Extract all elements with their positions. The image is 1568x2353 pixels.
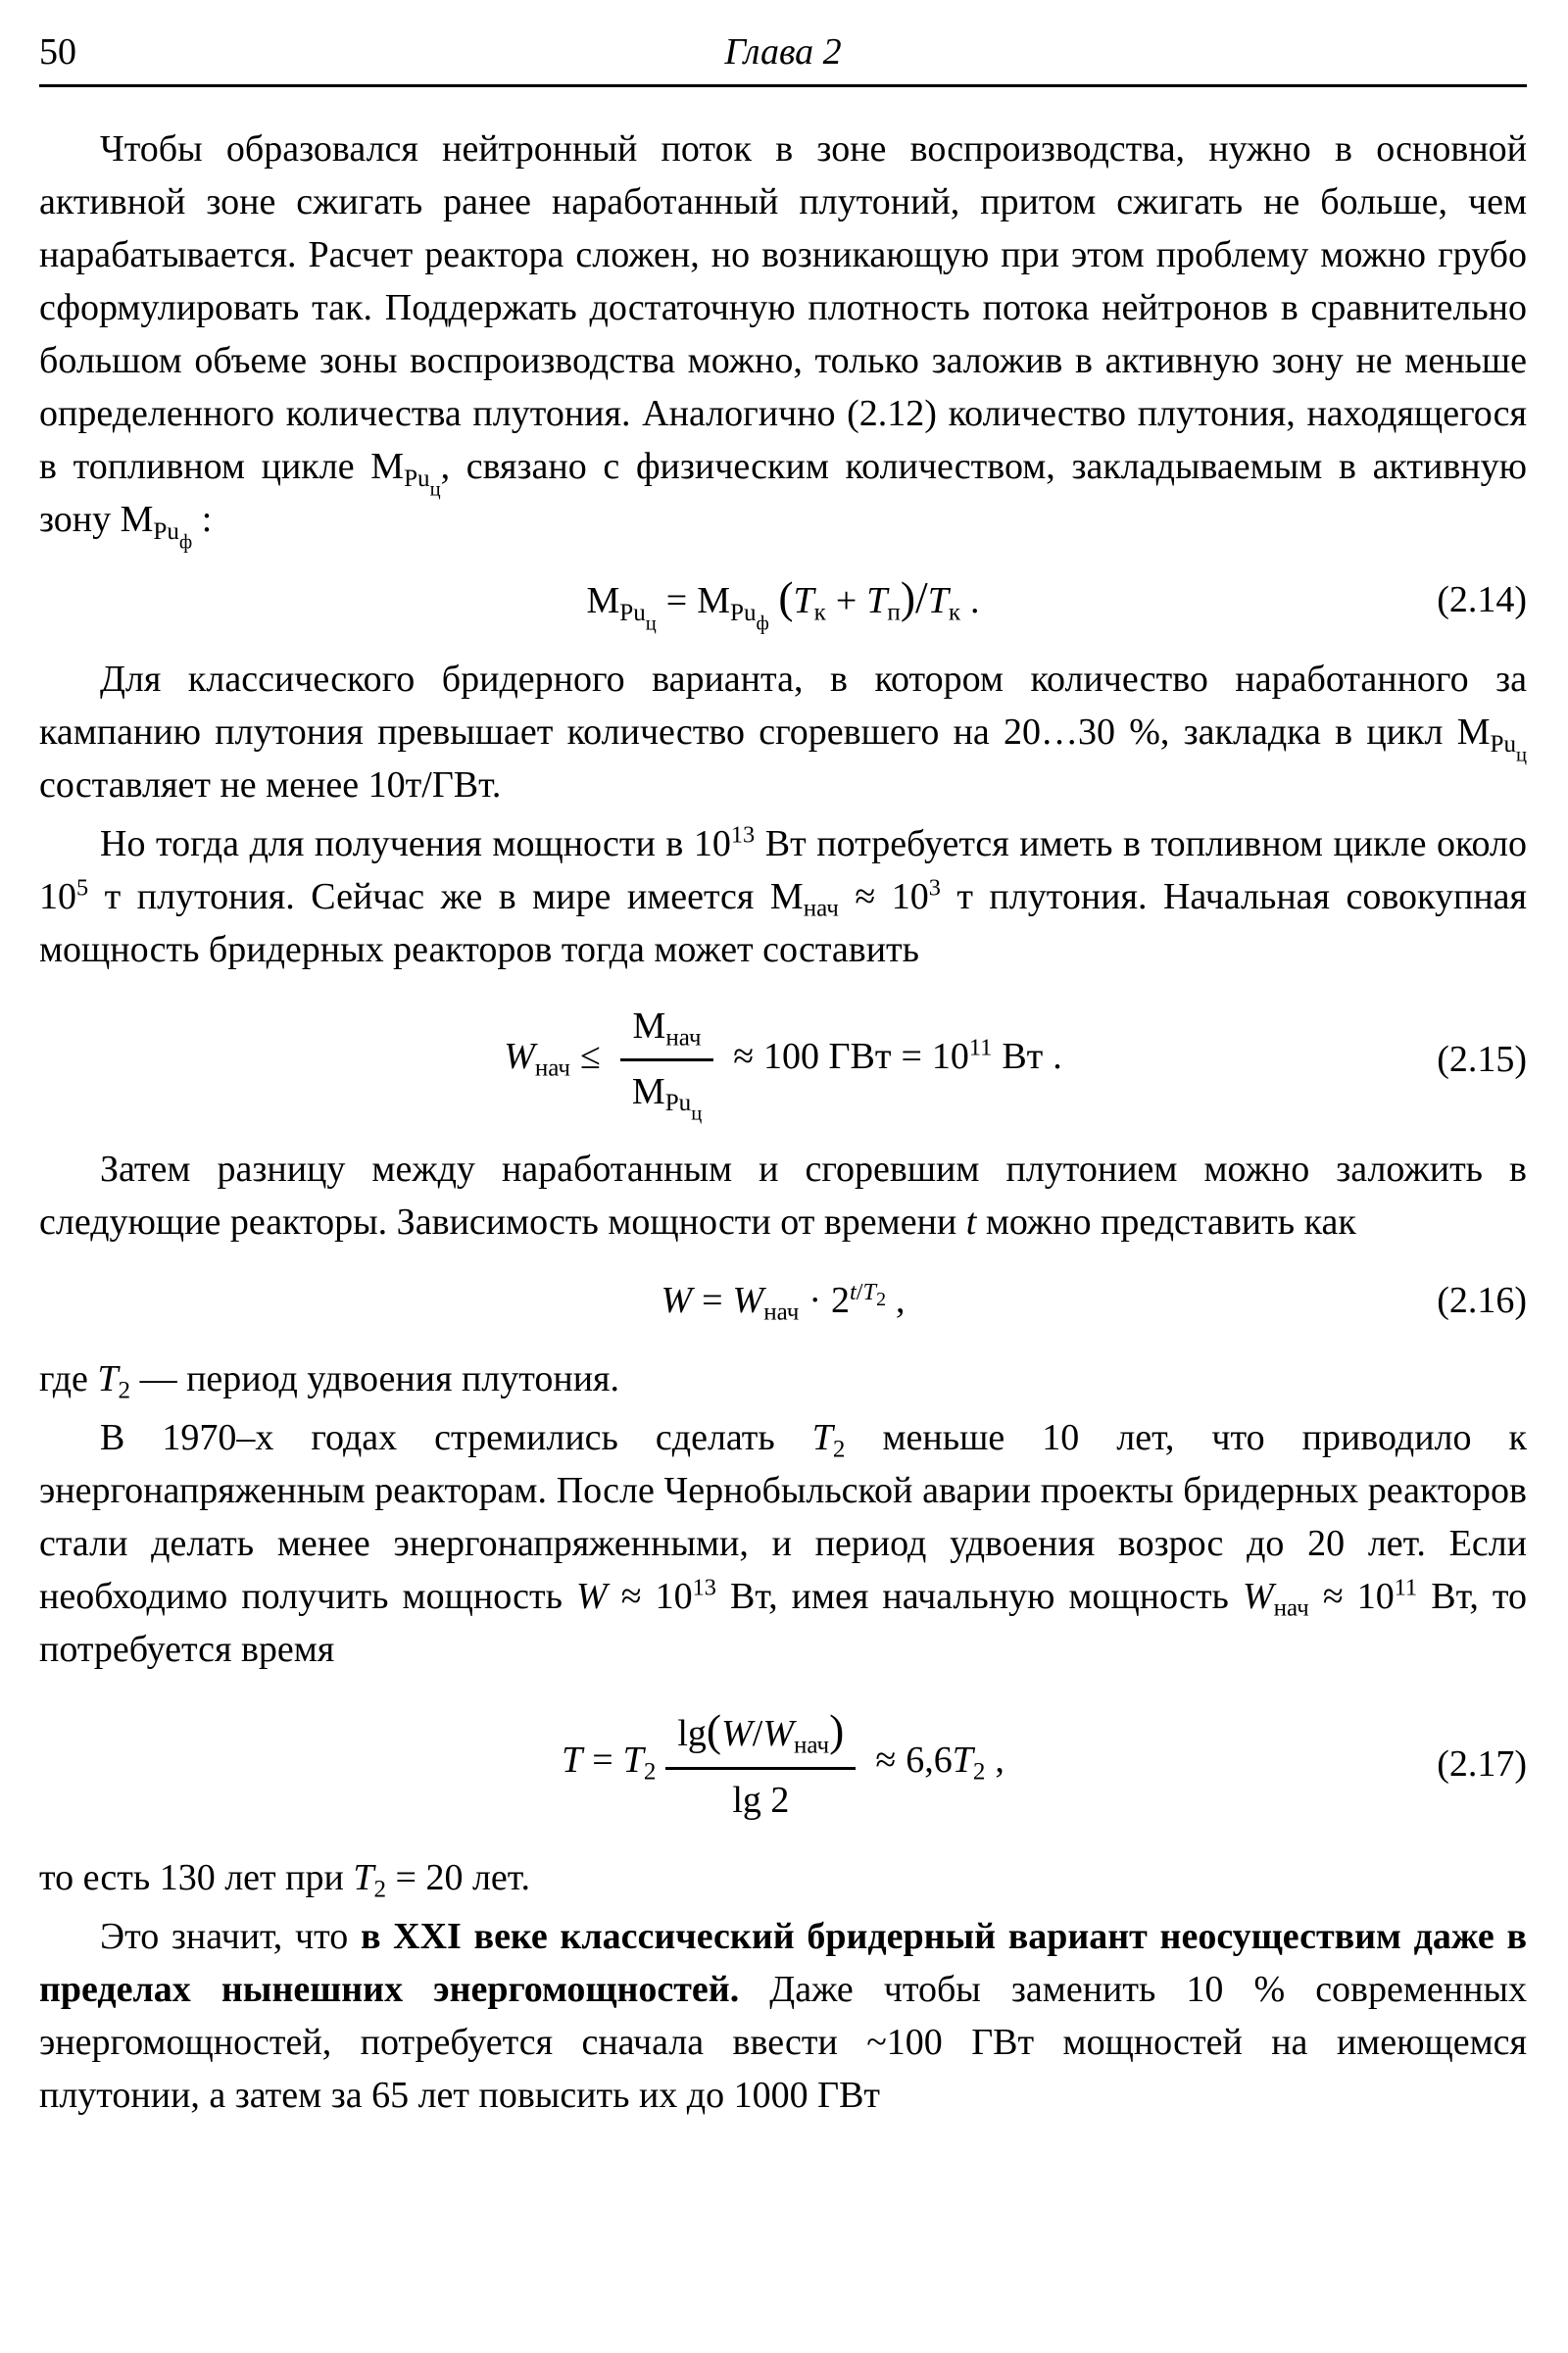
inline-math-t2 — [811, 1417, 846, 1463]
inline-math-t2 — [97, 1358, 131, 1404]
math-symbol: 10 — [891, 876, 929, 917]
math-symbol: M — [1456, 711, 1491, 753]
math-symbol: 100 ГВт — [763, 1035, 892, 1077]
inline-math-t: t — [965, 1201, 977, 1243]
approx-sign: ≈ — [838, 876, 892, 917]
math-symbol: T — [793, 580, 814, 621]
math-symbol: Pu — [153, 517, 179, 545]
equation-2-17-body — [562, 1705, 1004, 1821]
math-symbol: T — [622, 1740, 644, 1782]
comma: , — [896, 1280, 906, 1321]
body-text: В 1970–х годах стремились сделать — [100, 1417, 812, 1458]
fraction — [665, 1701, 856, 1826]
math-symbol: W — [721, 1713, 753, 1754]
period: . — [970, 580, 980, 621]
math-subscript: нач — [665, 1024, 702, 1052]
math-symbol: T — [866, 580, 888, 621]
plus-sign: + — [835, 580, 858, 621]
period: . — [1053, 1035, 1062, 1077]
fraction-denominator: lg 2 — [732, 1779, 790, 1821]
equation-2-14-number: (2.14) — [1437, 578, 1527, 620]
equals-sign: = — [665, 580, 688, 621]
body-text: можно представить как — [976, 1201, 1356, 1243]
math-symbol: M — [769, 876, 804, 917]
inline-math-w: W — [576, 1576, 608, 1617]
math-symbol: 2 — [876, 1288, 887, 1310]
math-symbol: W — [732, 1280, 764, 1321]
math-symbol: M — [370, 446, 405, 487]
math-subscript — [664, 1090, 703, 1125]
equation-2-14 — [39, 571, 1527, 634]
paragraph-next-reactors — [39, 1143, 1527, 1249]
math-symbol: T — [353, 1857, 374, 1899]
math-symbol: ц — [645, 612, 657, 634]
math-superscript — [850, 1278, 887, 1310]
equation-2-14-body — [586, 572, 980, 634]
math-symbol: lg — [677, 1713, 707, 1754]
body-text: , то потребуется время — [39, 1576, 1527, 1670]
body-text: т плутония. Сейчас же в мире имеется — [88, 876, 770, 917]
math-superscript: 11 — [1394, 1574, 1418, 1601]
math-superscript: 13 — [730, 821, 756, 849]
math-symbol: ц — [691, 1103, 703, 1125]
body-text: Чтобы образовался нейтронный поток в зоне воспроизводства, нужно в основной активной зоне сжигать ранее наработанный плутоний, притом сжигать не больше, чем нарабатывается. Расчет реактора сложен, но возникающую при этом проблему можно грубо сформулировать так. Поддержать достаточную плотность потока нейтронов в сравнительно большом объеме зоны воспроизводства можно, только заложив в активную зону не меньше определенного количества плутония. Аналогично (2.12) количество плутония, находящегося в топливном цикле — [39, 128, 1527, 487]
approx-sign: ≈ — [1308, 1576, 1357, 1617]
math-subscript: 2 — [118, 1377, 131, 1404]
math-symbol: Pu — [619, 599, 646, 626]
page-body — [39, 123, 1527, 2122]
body-text: , связано с физическим количеством, закладываемым в активную зону — [39, 446, 1528, 540]
chapter-title: Глава 2 — [724, 31, 842, 73]
page-header — [39, 25, 1527, 87]
inline-math-ten-11 — [1357, 1576, 1417, 1617]
math-subscript: нач — [803, 895, 839, 922]
body-text: Это значит, что — [100, 1916, 361, 1958]
math-symbol: M — [697, 580, 730, 621]
body-text: Затем разницу между наработанным и сгоревшим плутонием можно заложить в следующие реакторы. Зависимость мощности от времени — [39, 1149, 1527, 1243]
unit-watt: Вт — [715, 1576, 769, 1617]
math-symbol: W — [762, 1713, 794, 1754]
right-paren: ) — [900, 572, 916, 622]
math-symbol: T — [562, 1740, 583, 1782]
less-equal-sign: ≤ — [580, 1035, 601, 1077]
body-text: то есть 130 лет при — [39, 1857, 354, 1899]
equation-2-17-number: (2.17) — [1437, 1742, 1527, 1785]
equation-2-16-body — [661, 1278, 906, 1326]
math-symbol: Pu — [1490, 730, 1516, 758]
inline-math-m-pu-cycle — [1456, 711, 1527, 765]
inline-math-t2 — [353, 1857, 387, 1903]
math-symbol: 10 — [655, 1576, 693, 1617]
paragraph-power-needed — [39, 817, 1527, 976]
divide-slash: / — [915, 572, 928, 622]
math-subscript: 2 — [643, 1758, 657, 1786]
fraction-denominator — [620, 1061, 713, 1125]
approx-sign: ≈ — [733, 1035, 755, 1077]
right-paren: ) — [829, 1705, 845, 1755]
math-symbol: M — [631, 1070, 665, 1112]
body-text: где — [39, 1358, 98, 1399]
paragraph-130-years — [39, 1851, 1527, 1904]
math-symbol: T — [862, 1278, 877, 1305]
math-subscript: к — [948, 599, 961, 626]
math-subscript — [619, 599, 657, 634]
math-symbol: W — [661, 1280, 693, 1321]
equation-2-16 — [39, 1274, 1527, 1327]
math-subscript — [153, 517, 193, 553]
equation-2-17 — [39, 1701, 1527, 1826]
paragraph-conclusion — [39, 1910, 1527, 2122]
math-superscript: 13 — [692, 1574, 716, 1601]
body-text: Для классического бридерного варианта, в котором количество наработанного за кампанию плутония превышает количество сгоревшего на 20…30 %, закладка в цикл — [39, 659, 1527, 753]
math-symbol: M — [632, 1005, 666, 1047]
approx-sign: ≈ — [875, 1740, 897, 1782]
comma: , — [995, 1740, 1004, 1782]
math-subscript: 2 — [972, 1758, 986, 1786]
divide-slash: / — [856, 1278, 863, 1305]
math-subscript: нач — [534, 1054, 571, 1082]
math-subscript — [404, 465, 441, 500]
body-text: меньше 10 лет, что приводило к энергонапряженным реакторам. После Чернобыльской аварии проекты бридерных реакторов стали делать менее энергонапряженными, и период удвоения возрос до 20 лет. Если необходимо получить мощность — [39, 1417, 1528, 1617]
divide-slash: / — [752, 1713, 763, 1754]
math-symbol: t — [850, 1278, 857, 1305]
inline-math-ten-3 — [892, 876, 941, 917]
math-symbol: ф — [756, 612, 769, 634]
math-superscript: 3 — [928, 874, 941, 902]
math-symbol: M — [120, 499, 154, 540]
equals-sign: = — [592, 1740, 613, 1782]
math-symbol: 6,6 — [906, 1740, 953, 1782]
equation-2-15-number: (2.15) — [1437, 1039, 1527, 1080]
math-subscript — [1490, 730, 1528, 765]
inline-math-ten-13 — [656, 1576, 716, 1617]
left-paren: ( — [778, 572, 794, 622]
bold-conclusion: в XXI веке классический бридерный вариант неосуществим даже в пределах нынешних энергомощностей. — [39, 1916, 1528, 2011]
math-symbol: 10 — [1356, 1576, 1395, 1617]
body-text: — период удвоения плутония. — [130, 1358, 620, 1399]
inline-math-m-nach — [769, 876, 839, 922]
math-symbol: ф — [178, 530, 193, 553]
math-symbol: T — [811, 1417, 833, 1458]
body-text: т плутония. Начальная совокупная мощность бридерных реакторов тогда может составить — [39, 876, 1527, 970]
inline-math-m-pu-core — [120, 499, 193, 553]
paragraph-doubling-period — [39, 1352, 1527, 1405]
math-subscript — [730, 599, 769, 634]
page-number: 50 — [39, 31, 76, 73]
inline-math-w-nach — [1242, 1576, 1309, 1622]
math-symbol: Pu — [664, 1090, 692, 1117]
equation-2-15-body — [504, 1005, 1062, 1125]
body-text: : — [192, 499, 213, 540]
paragraph-classic-breeder — [39, 653, 1527, 811]
math-symbol: ц — [1516, 743, 1527, 765]
equals-sign: = — [702, 1280, 723, 1321]
inline-math-m-pu-cycle — [370, 446, 441, 500]
math-symbol: 10 — [931, 1035, 969, 1077]
math-symbol: 2 — [831, 1280, 851, 1321]
math-symbol: T — [952, 1740, 973, 1782]
body-text: составляет не менее 10т/ГВт. — [39, 764, 502, 806]
equals-sign: = — [901, 1035, 922, 1077]
body-text: , имея начальную мощность — [768, 1576, 1243, 1617]
math-subscript: нач — [1273, 1594, 1309, 1622]
math-symbol: M — [586, 580, 620, 621]
math-symbol: ц — [429, 477, 441, 500]
equation-2-15 — [39, 1002, 1527, 1125]
math-subscript: 2 — [373, 1877, 387, 1903]
multiply-dot: · — [808, 1280, 822, 1321]
math-subscript: нач — [793, 1732, 830, 1759]
math-symbol: W — [504, 1035, 535, 1077]
math-symbol: Pu — [404, 465, 430, 492]
left-paren: ( — [706, 1705, 722, 1755]
math-subscript: п — [887, 599, 901, 626]
math-symbol: 10 — [693, 823, 731, 864]
inline-math-ten-13 — [694, 823, 755, 864]
math-superscript: 11 — [968, 1034, 993, 1061]
body-text: Даже чтобы заменить 10 % современных энергомощностей, потребуется сначала ввести ~100 ГВт мощностей на имеющемся плутонии, а затем за 65 лет повысить их до 1000 ГВт — [39, 1969, 1527, 2117]
body-text: = 20 лет. — [386, 1857, 531, 1899]
inline-math-ten-5 — [39, 876, 88, 917]
unit-watt: Вт — [1002, 1035, 1044, 1077]
body-text: Вт потребуется иметь в топливном цикле около — [755, 823, 1527, 864]
paragraph-1970s — [39, 1411, 1527, 1676]
math-subscript: 2 — [832, 1436, 846, 1463]
equation-2-16-number: (2.16) — [1437, 1280, 1527, 1321]
body-text: Но тогда для получения мощности в — [100, 823, 694, 864]
math-symbol: T — [97, 1358, 119, 1399]
math-symbol: 10 — [39, 876, 76, 917]
unit-watt: Вт — [1417, 1576, 1470, 1617]
fraction-numerator — [665, 1701, 856, 1770]
math-symbol: Pu — [730, 599, 757, 626]
math-subscript: нач — [763, 1299, 800, 1326]
math-subscript: к — [813, 599, 826, 626]
math-superscript: 5 — [76, 874, 89, 902]
fraction — [620, 1002, 713, 1125]
approx-sign: ≈ — [607, 1576, 656, 1617]
paragraph-neutron-flux — [39, 123, 1528, 553]
math-symbol: W — [1242, 1576, 1274, 1617]
fraction-numerator — [620, 1002, 713, 1061]
math-symbol: T — [927, 580, 949, 621]
